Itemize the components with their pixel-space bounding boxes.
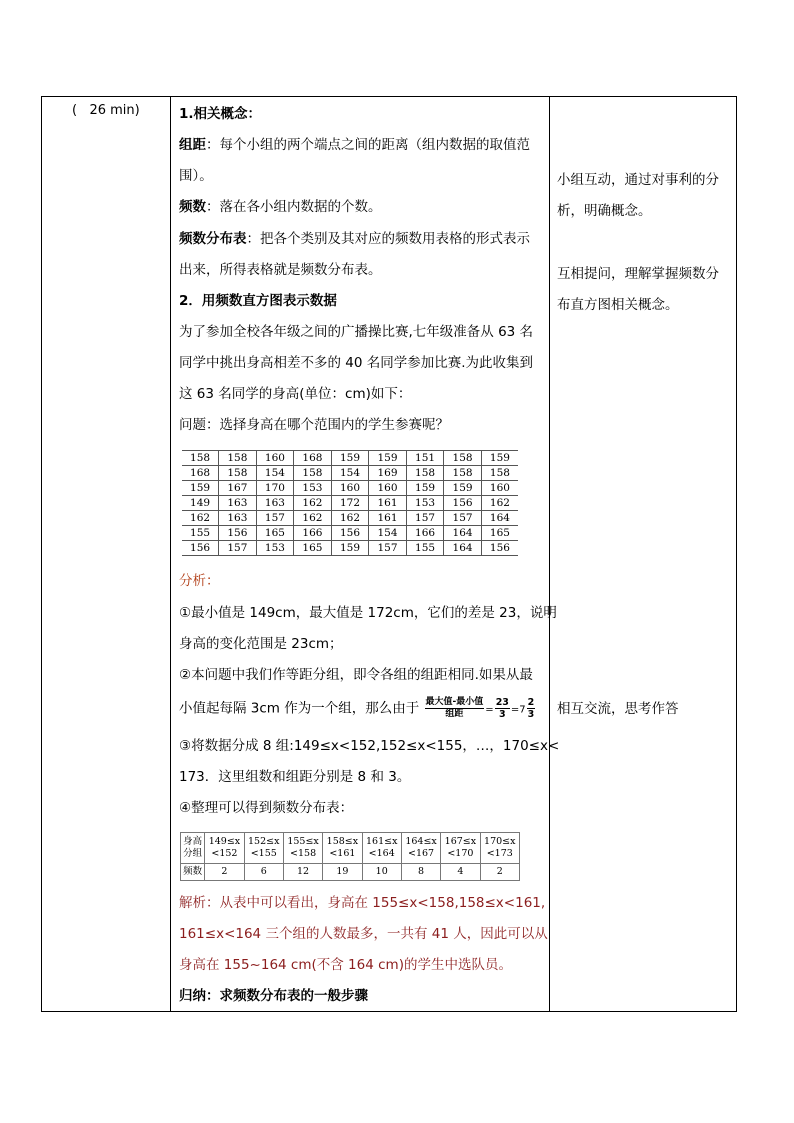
freq-count-cell: 12 <box>283 864 322 881</box>
note-2-line-1: 互相提问，理解掌握频数分 <box>557 266 719 282</box>
def-frequency-table: ：把各个类别及其对应的频数用表格的形式表示 <box>246 231 530 247</box>
height-cell: 158 <box>219 466 257 481</box>
freq-group-bottom: <173 <box>486 848 513 859</box>
freq-count-cell: 19 <box>323 864 362 881</box>
height-cell: 159 <box>444 481 482 496</box>
heights-row <box>182 481 518 496</box>
fraction-23: 23 <box>495 697 509 708</box>
fraction-denominator: 组距 <box>445 709 464 719</box>
column-divider-2 <box>549 97 550 1011</box>
height-cell: 156 <box>331 526 369 541</box>
freq-group-cell <box>205 833 244 864</box>
height-cell: 157 <box>219 541 257 556</box>
height-cell: 159 <box>182 481 219 496</box>
heights-row <box>182 526 518 541</box>
height-cell: 157 <box>406 511 444 526</box>
height-cell: 159 <box>481 451 518 466</box>
fraction-2: 2 <box>527 697 535 708</box>
heights-row <box>182 541 518 556</box>
height-cell: 157 <box>444 511 482 526</box>
height-cell: 153 <box>406 496 444 511</box>
paragraph-group-width <box>179 137 530 154</box>
height-cell: 159 <box>406 481 444 496</box>
height-cell: 172 <box>331 496 369 511</box>
height-cell: 166 <box>406 526 444 541</box>
fraction-numerator: 最大值-最小值 <box>425 697 484 707</box>
freq-group-top: 155≤x <box>287 836 319 847</box>
height-cell: 156 <box>219 526 257 541</box>
intro-line-2: 同学中挑出身高相差不多的 40 名同学参加比赛.为此收集到 <box>179 355 534 371</box>
height-cell: 158 <box>294 466 332 481</box>
time-label: ( 26 min) <box>72 103 140 118</box>
height-cell: 158 <box>481 466 518 481</box>
intro-line-3: 这 63 名同学的身高(单位：cm)如下： <box>179 386 412 402</box>
fraction-3b: 3 <box>527 709 535 720</box>
height-cell: 157 <box>369 541 407 556</box>
height-cell: 167 <box>219 481 257 496</box>
freq-group-bottom: <170 <box>447 848 474 859</box>
explanation-line-3: 身高在 155~164 cm(不含 164 cm)的学生中选队员。 <box>179 957 512 973</box>
height-cell: 157 <box>256 511 294 526</box>
freq-count-cell: 2 <box>205 864 244 881</box>
freq-count-cell: 6 <box>244 864 283 881</box>
height-cell: 151 <box>406 451 444 466</box>
analysis-label: 分析： <box>179 573 220 589</box>
fraction-2-3 <box>527 697 536 720</box>
heading-histogram: 2．用频数直方图表示数据 <box>179 293 337 309</box>
freq-group-cell <box>244 833 283 864</box>
height-cell: 170 <box>256 481 294 496</box>
height-cell: 158 <box>444 451 482 466</box>
height-cell: 158 <box>219 451 257 466</box>
def-group-width: ：每个小组的两个端点之间的距离（组内数据的取值范 <box>206 137 530 153</box>
column-divider-1 <box>170 97 171 1011</box>
intro-line-1: 为了参加全校各年级之间的广播操比赛,七年级准备从 63 名 <box>179 324 534 340</box>
freq-group-bottom: <164 <box>368 848 395 859</box>
freq-header-row <box>181 833 520 864</box>
freq-group-cell <box>323 833 362 864</box>
height-cell: 156 <box>481 541 518 556</box>
equals-seven: =7 <box>510 704 526 716</box>
height-cell: 159 <box>369 451 407 466</box>
freq-count-cell: 8 <box>401 864 440 881</box>
heights-table <box>182 450 518 556</box>
height-cell: 160 <box>481 481 518 496</box>
height-cell: 166 <box>294 526 332 541</box>
height-cell: 162 <box>182 511 219 526</box>
height-cell: 153 <box>256 541 294 556</box>
heights-row <box>182 496 518 511</box>
height-cell: 156 <box>182 541 219 556</box>
height-cell: 160 <box>331 481 369 496</box>
lesson-table <box>41 96 737 1012</box>
height-cell: 165 <box>256 526 294 541</box>
freq-count-cell: 10 <box>362 864 401 881</box>
height-cell: 168 <box>294 451 332 466</box>
analysis-3-line-1: ③将数据分成 8 组:149≤x<152,152≤x<155，…，170≤x< <box>179 738 560 754</box>
explanation-line-2: 161≤x<164 三个组的人数最多，一共有 41 人，因此可以从 <box>179 926 548 942</box>
freq-group-bottom: <161 <box>329 848 356 859</box>
note-3: 相互交流，思考作答 <box>557 701 679 717</box>
analysis-3-line-2: 173．这里组数和组距分别是 8 和 3。 <box>179 769 411 785</box>
freq-group-bottom: <158 <box>290 848 317 859</box>
freq-group-top: 158≤x <box>326 836 359 847</box>
height-cell: 164 <box>481 511 518 526</box>
freq-group-cell <box>480 833 519 864</box>
height-cell: 160 <box>256 451 294 466</box>
height-cell: 161 <box>369 511 407 526</box>
freq-count-cell: 2 <box>480 864 519 881</box>
height-cell: 160 <box>369 481 407 496</box>
note-1-line-1: 小组互动，通过对事利的分 <box>557 172 719 188</box>
heights-row <box>182 511 518 526</box>
height-cell: 163 <box>256 496 294 511</box>
freq-group-top: 167≤x <box>444 836 477 847</box>
term-frequency: 频数 <box>179 199 206 215</box>
freq-group-cell <box>441 833 480 864</box>
heights-row <box>182 466 518 481</box>
height-cell: 163 <box>219 496 257 511</box>
height-cell: 162 <box>481 496 518 511</box>
analysis-2-text: 小值起每隔 3cm 作为一个组，那么由于 <box>179 700 420 717</box>
freq-group-top: 170≤x <box>484 836 516 847</box>
paragraph-frequency-table-cont: 出来，所得表格就是频数分布表。 <box>179 262 382 278</box>
paragraph-frequency-table <box>179 231 530 248</box>
freq-group-bottom: <155 <box>250 848 277 859</box>
freq-group-bottom: <167 <box>408 848 435 859</box>
analysis-4-line: ④整理可以得到频数分布表： <box>179 800 354 816</box>
term-group-width: 组距 <box>179 137 206 153</box>
analysis-1-line-1: ①最小值是 149cm，最大值是 172cm，它们的差是 23，说明 <box>179 605 557 621</box>
analysis-2-line-2 <box>179 697 536 720</box>
paragraph-frequency <box>179 199 382 216</box>
freq-count-cell: 4 <box>441 864 480 881</box>
fraction-range-over-width <box>425 697 485 720</box>
def-frequency: ：落在各小组内数据的个数。 <box>206 199 382 215</box>
question-text: 问题：选择身高在哪个范围内的学生参赛呢？ <box>179 417 449 433</box>
height-cell: 168 <box>182 466 219 481</box>
freq-header-top: 身高 <box>183 836 203 847</box>
height-cell: 153 <box>294 481 332 496</box>
height-cell: 163 <box>219 511 257 526</box>
freq-group-top: 149≤x <box>208 836 241 847</box>
freq-group-top: 161≤x <box>366 836 398 847</box>
height-cell: 162 <box>294 511 332 526</box>
freq-group-bottom: <152 <box>211 848 238 859</box>
height-cell: 158 <box>444 466 482 481</box>
height-cell: 159 <box>331 541 369 556</box>
height-cell: 154 <box>256 466 294 481</box>
freq-group-cell <box>362 833 401 864</box>
height-cell: 162 <box>294 496 332 511</box>
height-cell: 155 <box>182 526 219 541</box>
height-cell: 158 <box>182 451 219 466</box>
height-cell: 149 <box>182 496 219 511</box>
height-cell: 169 <box>369 466 407 481</box>
summary-heading: 归纳：求频数分布表的一般步骤 <box>179 988 368 1004</box>
height-cell: 165 <box>481 526 518 541</box>
explanation-line-1: 解析：从表中可以看出，身高在 155≤x<158,158≤x<161, <box>179 895 546 911</box>
height-cell: 165 <box>294 541 332 556</box>
equals-sign: = <box>485 704 494 716</box>
fraction-3: 3 <box>498 709 506 720</box>
height-cell: 158 <box>406 466 444 481</box>
fraction-23-3 <box>495 697 510 720</box>
term-frequency-table: 频数分布表 <box>179 231 247 247</box>
height-cell: 164 <box>444 526 482 541</box>
height-cell: 156 <box>444 496 482 511</box>
freq-count-label: 频数 <box>181 864 205 881</box>
height-cell: 161 <box>369 496 407 511</box>
note-2-line-2: 布直方图相关概念。 <box>557 297 679 313</box>
note-1-line-2: 析，明确概念。 <box>557 203 652 219</box>
frequency-table <box>180 832 520 881</box>
heading-concepts: 1.相关概念： <box>179 106 262 122</box>
freq-group-top: 164≤x <box>405 836 437 847</box>
height-cell: 155 <box>406 541 444 556</box>
freq-group-cell <box>283 833 322 864</box>
freq-header-label <box>181 833 205 864</box>
freq-group-top: 152≤x <box>248 836 280 847</box>
freq-header-bottom: 分组 <box>183 848 203 859</box>
height-cell: 154 <box>331 466 369 481</box>
paragraph-group-width-cont: 围）。 <box>179 168 213 184</box>
height-cell: 164 <box>444 541 482 556</box>
heights-row <box>182 451 518 466</box>
freq-group-cell <box>401 833 440 864</box>
height-cell: 162 <box>331 511 369 526</box>
height-cell: 154 <box>369 526 407 541</box>
analysis-2-line-1: ②本问题中我们作等距分组，即令各组的组距相同.如果从最 <box>179 667 533 683</box>
height-cell: 159 <box>331 451 369 466</box>
freq-count-row <box>181 864 520 881</box>
analysis-1-line-2: 身高的变化范围是 23cm； <box>179 636 343 652</box>
